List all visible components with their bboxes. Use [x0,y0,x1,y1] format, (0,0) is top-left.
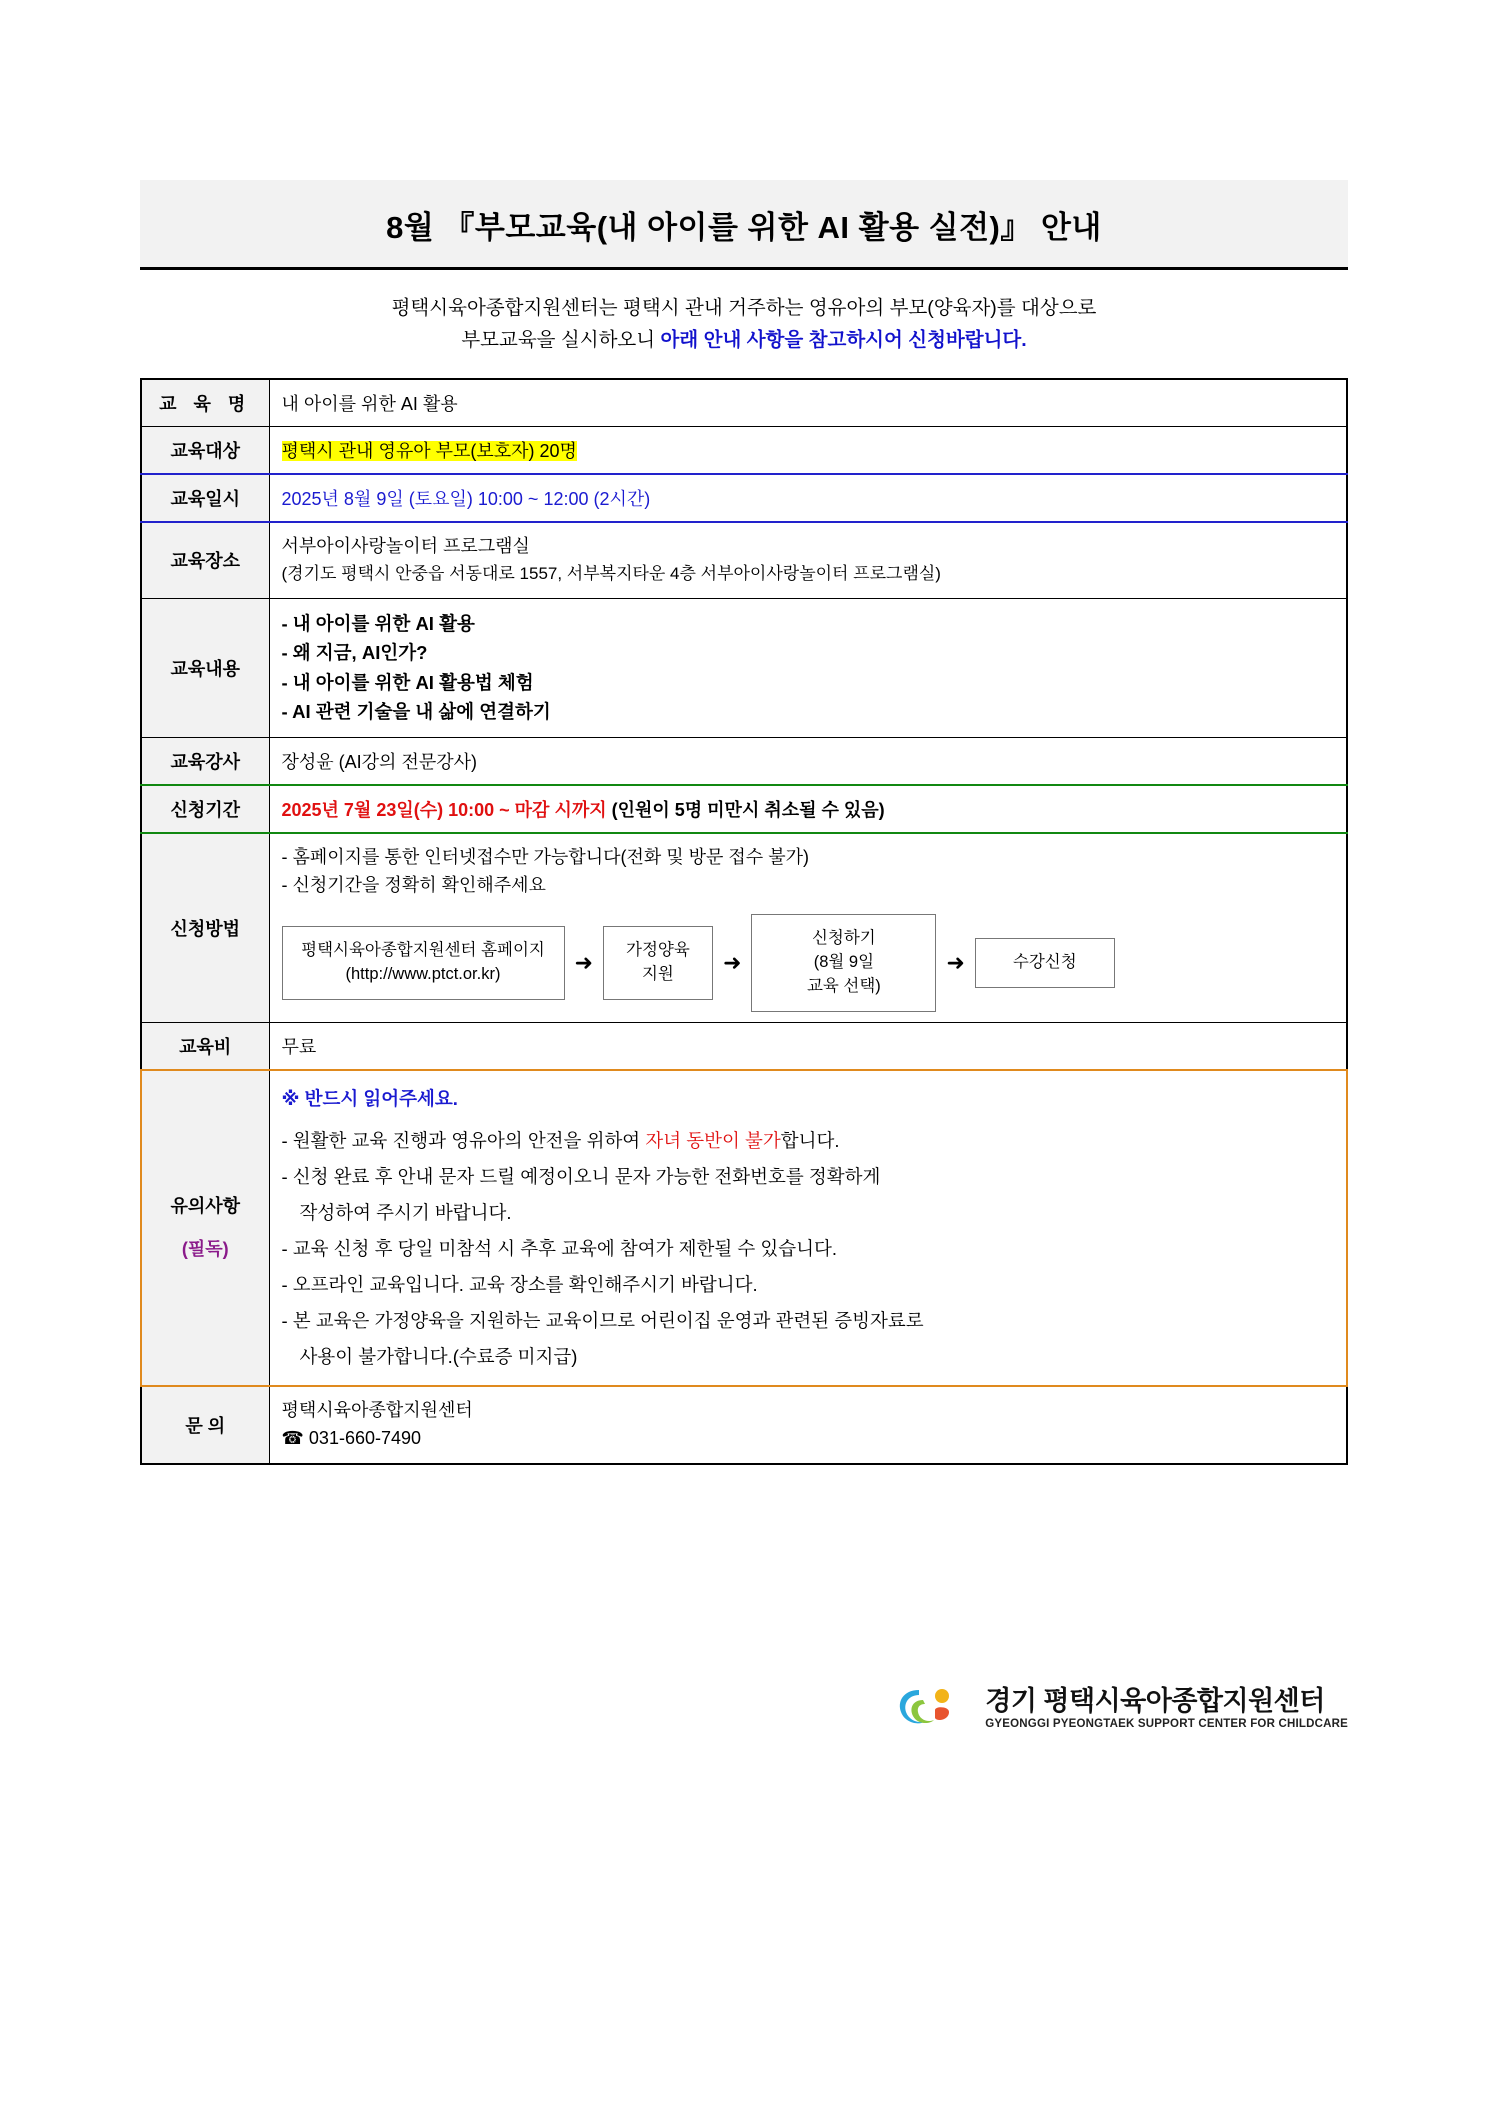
center-logo-icon [893,1680,971,1736]
notice-item-4: - 오프라인 교육입니다. 교육 장소를 확인해주시기 바랍니다. [281,1273,758,1295]
label-datetime: 교육일시 [141,474,269,522]
flow-step-enroll-line-1: 수강신청 [1012,952,1077,971]
footer-logo [140,1680,1348,1736]
notice-item-5-line-1: - 본 교육은 가정양육을 지원하는 교육이므로 어린이집 운영과 관련된 증빙자료로 [281,1309,924,1331]
table-row-notice [141,1070,1347,1387]
value-apply-period-main: 2025년 7월 23일(수) 10:00 ~ 마감 시까지 [281,799,607,820]
center-logo-name-en: GYEONGGI PYEONGTAEK SUPPORT CENTER FOR CHILDCARE [985,1717,1348,1730]
table-row-course-name [141,379,1347,427]
notice-item-1-part-a: - 원활한 교육 진행과 영유아의 안전을 위하여 [281,1129,646,1151]
table-row-place [141,522,1347,598]
table-row-instructor [141,737,1347,785]
value-target-cell [269,427,1347,475]
arrow-right-icon: ➜ [574,949,593,975]
intro-line-1: 평택시육아종합지원센터는 평택시 관내 거주하는 영유아의 부모(양육자)를 대상으로 [391,297,1097,319]
table-row-apply-period [141,785,1347,833]
notice-item-1-emphasis: 자녀 동반이 불가 [645,1129,781,1151]
label-notice: 유의사항 [170,1195,241,1216]
notice-item-2-line-2: 작성하여 주시기 바랍니다. [299,1201,512,1223]
label-apply-method: 신청방법 [141,833,269,1022]
label-fee: 교육비 [141,1022,269,1070]
apply-method-note-1: - 홈페이지를 통한 인터넷접수만 가능합니다(전화 및 방문 접수 불가) [281,846,809,867]
value-apply-period-tail: (인원이 5명 미만시 취소될 수 있음) [606,799,885,820]
intro-line-2-emphasis: 아래 안내 사항을 참고하시어 신청바랍니다. [660,329,1027,352]
notice-item-1 [282,1123,1335,1159]
table-row-inquiry [141,1386,1347,1464]
table-row-datetime [141,474,1347,522]
value-apply-method-cell [269,833,1347,1022]
flow-step-homepage-line-2: (http://www.ptct.or.kr) [345,964,501,983]
intro-paragraph [140,292,1348,356]
label-target: 교육대상 [141,427,269,475]
value-place-line-2: (경기도 평택시 안중읍 서동대로 1557, 서부복지타운 4층 서부아이사랑놀이터 프로그램실) [281,564,941,584]
arrow-right-icon: ➜ [946,949,965,975]
value-inquiry-cell [269,1386,1347,1464]
notice-label-wrap [154,1185,257,1271]
flow-step-enroll [975,938,1115,988]
value-course-name: 내 아이를 위한 AI 활용 [269,379,1347,427]
value-notice-cell [269,1070,1347,1387]
value-target: 평택시 관내 영유아 부모(보호자) 20명 [281,441,577,462]
center-logo-text [985,1686,1348,1729]
notice-item-5-line-2: 사용이 불가합니다.(수료증 미지급) [299,1345,578,1367]
intro-line-2 [140,324,1348,356]
apply-flow-diagram [282,914,1335,1012]
intro-line-2-plain: 부모교육을 실시하오니 [461,329,661,352]
flow-step-apply [751,914,936,1012]
value-inquiry-phone: ☎ 031-660-7490 [281,1427,422,1448]
label-place: 교육장소 [141,522,269,598]
content-item: - 내 아이를 위한 AI 활용 [281,612,475,634]
value-place-line-1: 서부아이사랑놀이터 프로그램실 [281,536,530,557]
label-course-name: 교 육 명 [141,379,269,427]
flow-step-apply-line-2: (8월 9일 [813,952,875,971]
table-row-contents [141,598,1347,737]
apply-method-note-2: - 신청기간을 정확히 확인해주세요 [281,874,546,895]
value-contents-cell [269,598,1347,737]
notice-table [140,378,1348,1464]
content-item: - 내 아이를 위한 AI 활용법 체험 [281,671,534,693]
label-apply-period: 신청기간 [141,785,269,833]
notice-heading: ※ 반드시 읽어주세요. [281,1087,458,1109]
content-item: - AI 관련 기술을 내 삶에 연결하기 [281,701,551,723]
value-inquiry-org: 평택시육아종합지원센터 [281,1400,473,1420]
flow-step-apply-line-1: 신청하기 [811,928,876,947]
document-content [140,180,1348,1730]
flow-step-home-care-line-1: 가정양육 [626,940,690,959]
table-row-apply-method [141,833,1347,1022]
label-contents: 교육내용 [141,598,269,737]
notice-item-2-line-1: - 신청 완료 후 안내 문자 드릴 예정이오니 문자 가능한 전화번호를 정확하게 [281,1165,881,1187]
document-title-bar [140,180,1348,270]
notice-item-3: - 교육 신청 후 당일 미참석 시 추후 교육에 참여가 제한될 수 있습니다. [281,1237,837,1259]
center-logo-name-ko: 경기 평택시육아종합지원센터 [985,1686,1325,1717]
arrow-right-icon: ➜ [722,949,742,975]
flow-step-home-care-line-2: 지원 [641,964,674,983]
value-instructor: 장성윤 (AI강의 전문강사) [269,737,1347,785]
flow-step-homepage-line-1: 평택시육아종합지원센터 홈페이지 [301,940,545,959]
page-title: 8월 『부모교육(내 아이를 위한 AI 활용 실전)』 안내 [386,210,1102,245]
table-row-fee [141,1022,1347,1070]
flow-step-home-care-support [603,926,713,1000]
value-datetime: 2025년 8월 9일 (토요일) 10:00 ~ 12:00 (2시간) [269,474,1347,522]
label-notice-sub: (필독) [181,1238,229,1259]
label-notice-cell [141,1070,269,1387]
value-apply-period-cell [269,785,1347,833]
flow-step-homepage [282,926,565,1000]
flow-step-apply-line-3: 교육 선택) [806,976,881,995]
value-place-cell [269,522,1347,598]
value-fee: 무료 [269,1022,1347,1070]
notice-item-1-part-b: 합니다. [780,1129,840,1151]
table-row-target [141,427,1347,475]
label-inquiry: 문 의 [141,1386,269,1464]
label-instructor: 교육강사 [141,737,269,785]
content-item: - 왜 지금, AI인가? [281,642,428,664]
